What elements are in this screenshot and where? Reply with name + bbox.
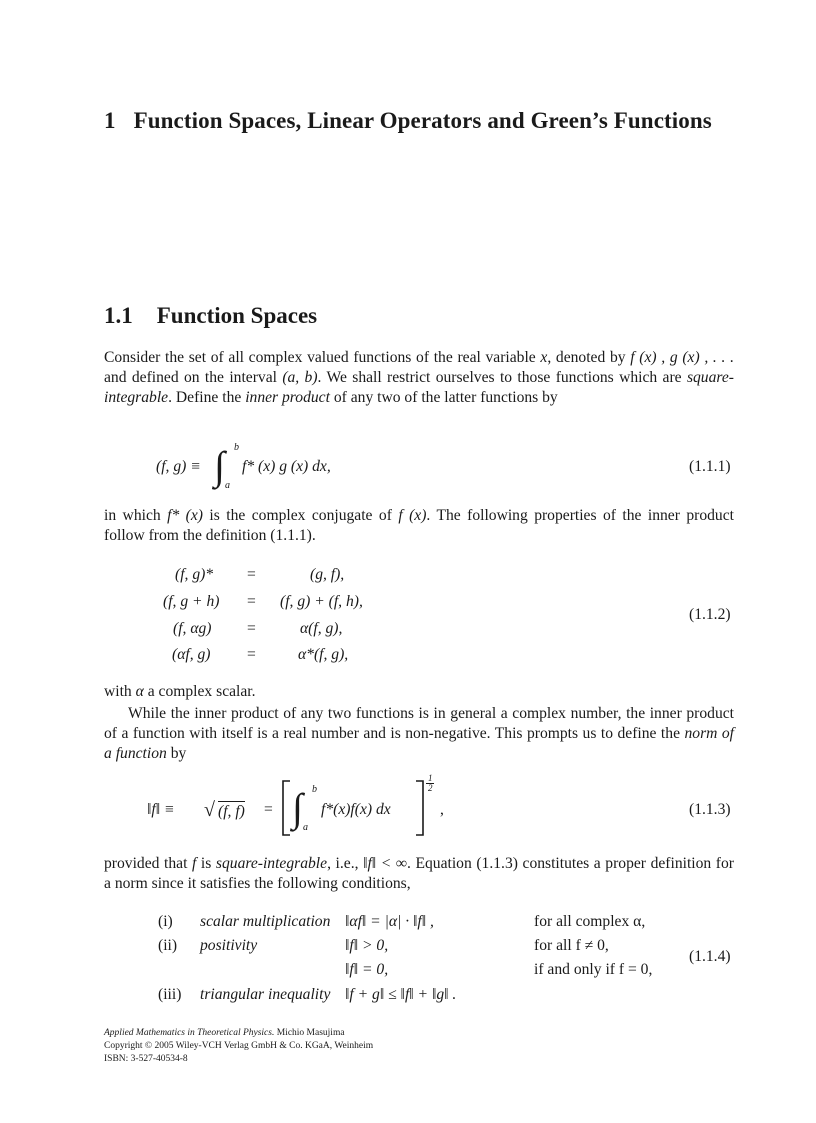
equation-1-1-1 bbox=[0, 440, 816, 500]
eq-lhs: ‖f‖ ≡ bbox=[147, 801, 175, 818]
eq-equals: = bbox=[264, 801, 273, 818]
paragraph-1 bbox=[104, 348, 734, 408]
equation-number: (1.1.4) bbox=[689, 948, 731, 965]
sqrt-argument: (f, f) bbox=[218, 803, 245, 820]
text: Consider the set of all complex valued functions of the real variable bbox=[104, 349, 541, 366]
math-var: x bbox=[540, 349, 548, 366]
eq-row-rhs: α(f, g), bbox=[300, 620, 343, 637]
property-formula: ‖αf‖ = |α| · ‖f‖ , bbox=[345, 913, 434, 930]
footer bbox=[104, 1027, 373, 1066]
section-title bbox=[104, 303, 317, 329]
text: of any two of the latter functions by bbox=[329, 389, 558, 406]
math-inline: f (x) , g (x) , . . . bbox=[630, 349, 734, 366]
math-inline: (a, b) bbox=[282, 369, 318, 386]
isbn: ISBN: 3-527-40534-8 bbox=[104, 1054, 188, 1064]
eq-integrand: f* (x) g (x) dx, bbox=[242, 458, 331, 475]
paragraph-5 bbox=[104, 854, 734, 894]
math-inline: f* (x) bbox=[167, 507, 203, 524]
sqrt-sign: √ bbox=[204, 799, 215, 821]
book-title: Applied Mathematics in Theoretical Physics. bbox=[104, 1028, 275, 1038]
text: , i.e., bbox=[327, 855, 364, 872]
property-condition: for all complex α, bbox=[534, 913, 646, 930]
paragraph-2 bbox=[104, 506, 734, 546]
text: . We shall restrict ourselves to those functions which are bbox=[317, 369, 687, 386]
paragraph-4 bbox=[104, 704, 734, 764]
text: . Equation (1.1.3) constitutes a proper definition for a norm since it satisfies the following conditions, bbox=[104, 855, 734, 892]
property-name: scalar multiplication bbox=[200, 913, 331, 930]
eq-row-lhs: (f, g + h) bbox=[163, 593, 220, 610]
equation-1-1-3 bbox=[0, 772, 816, 842]
section-title-text: Function Spaces bbox=[156, 303, 318, 328]
eq-lhs: (f, g) ≡ bbox=[156, 458, 201, 475]
property-condition: for all f ≠ 0, bbox=[534, 937, 609, 954]
emphasis: norm of a function bbox=[104, 725, 734, 762]
property-condition: if and only if f = 0, bbox=[534, 961, 653, 978]
property-formula: ‖f‖ > 0, bbox=[345, 937, 389, 954]
upper-limit: b bbox=[234, 442, 239, 453]
equation-1-1-4 bbox=[0, 913, 816, 1008]
copyright: Copyright © 2005 Wiley-VCH Verlag GmbH & Co. KGaA, Weinheim bbox=[104, 1041, 374, 1051]
author: Michio Masujima bbox=[274, 1028, 345, 1038]
eq-row-op: = bbox=[247, 646, 256, 663]
eq-integrand: f*(x)f(x) dx bbox=[321, 801, 391, 818]
text: is the complex conjugate of bbox=[202, 507, 399, 524]
footer-line-book bbox=[104, 1027, 373, 1040]
text: is bbox=[196, 855, 216, 872]
equation-number: (1.1.3) bbox=[689, 801, 731, 818]
chapter-title-text: Function Spaces, Linear Operators and Green’s Functions bbox=[133, 108, 712, 133]
paragraph-3 bbox=[104, 682, 734, 702]
eq-row-lhs: (αf, g) bbox=[172, 646, 211, 663]
property-name: positivity bbox=[200, 937, 258, 954]
lower-limit: a bbox=[225, 480, 230, 491]
chapter-title bbox=[104, 108, 784, 134]
lower-limit: a bbox=[303, 822, 308, 833]
eq-row-rhs: α*(f, g), bbox=[298, 646, 349, 663]
eq-row-op: = bbox=[247, 620, 256, 637]
exponent-denominator: 2 bbox=[428, 783, 433, 793]
equation-1-1-2 bbox=[0, 566, 816, 666]
text: by bbox=[166, 745, 187, 762]
property-formula: ‖f‖ = 0, bbox=[345, 961, 389, 978]
text: provided that bbox=[104, 855, 192, 872]
property-roman: (ii) bbox=[158, 937, 178, 954]
emphasis: square-integrable bbox=[104, 369, 735, 406]
integral-sign: ∫ bbox=[214, 443, 225, 488]
right-bracket bbox=[414, 780, 426, 836]
math-inline: f (x) bbox=[398, 507, 427, 524]
eq-row-op: = bbox=[247, 593, 256, 610]
text: . Define the bbox=[168, 389, 246, 406]
property-name: triangular inequality bbox=[200, 986, 331, 1003]
eq-row-rhs: (g, f), bbox=[310, 566, 345, 583]
text: While the inner product of any two functions is in general a complex number, the inner product of a function with itself is a real number and is non-negative. This prompts us to define the bbox=[104, 705, 734, 742]
emphasis: inner product bbox=[245, 389, 330, 406]
eq-row-op: = bbox=[247, 566, 256, 583]
equation-number: (1.1.2) bbox=[689, 606, 731, 623]
integral-sign: ∫ bbox=[292, 785, 303, 830]
math-inline: α bbox=[135, 683, 144, 700]
eq-tail: , bbox=[440, 801, 444, 818]
emphasis: square-integrable bbox=[215, 855, 328, 872]
text: . The following properties of the inner product follow from the definition (1.1.1). bbox=[104, 507, 734, 544]
text: and defined on the interval bbox=[104, 369, 283, 386]
text: a complex scalar. bbox=[143, 683, 256, 700]
property-formula: ‖f + g‖ ≤ ‖f‖ + ‖g‖ . bbox=[345, 986, 457, 1003]
property-roman: (i) bbox=[158, 913, 173, 930]
math-inline: f bbox=[191, 855, 197, 872]
math-inline: ‖f‖ < ∞ bbox=[363, 855, 407, 872]
text: with bbox=[104, 683, 136, 700]
property-roman: (iii) bbox=[158, 986, 182, 1003]
eq-row-rhs: (f, g) + (f, h), bbox=[280, 593, 363, 610]
left-bracket bbox=[280, 780, 292, 836]
equation-number: (1.1.1) bbox=[689, 458, 731, 475]
eq-row-lhs: (f, αg) bbox=[173, 620, 212, 637]
exponent-numerator: 1 bbox=[428, 773, 433, 783]
chapter-number: 1 bbox=[104, 108, 116, 133]
section-number: 1.1 bbox=[104, 303, 133, 328]
text: in which bbox=[104, 507, 168, 524]
text: , denoted by bbox=[547, 349, 631, 366]
eq-row-lhs: (f, g)* bbox=[175, 566, 214, 583]
upper-limit: b bbox=[312, 784, 317, 795]
